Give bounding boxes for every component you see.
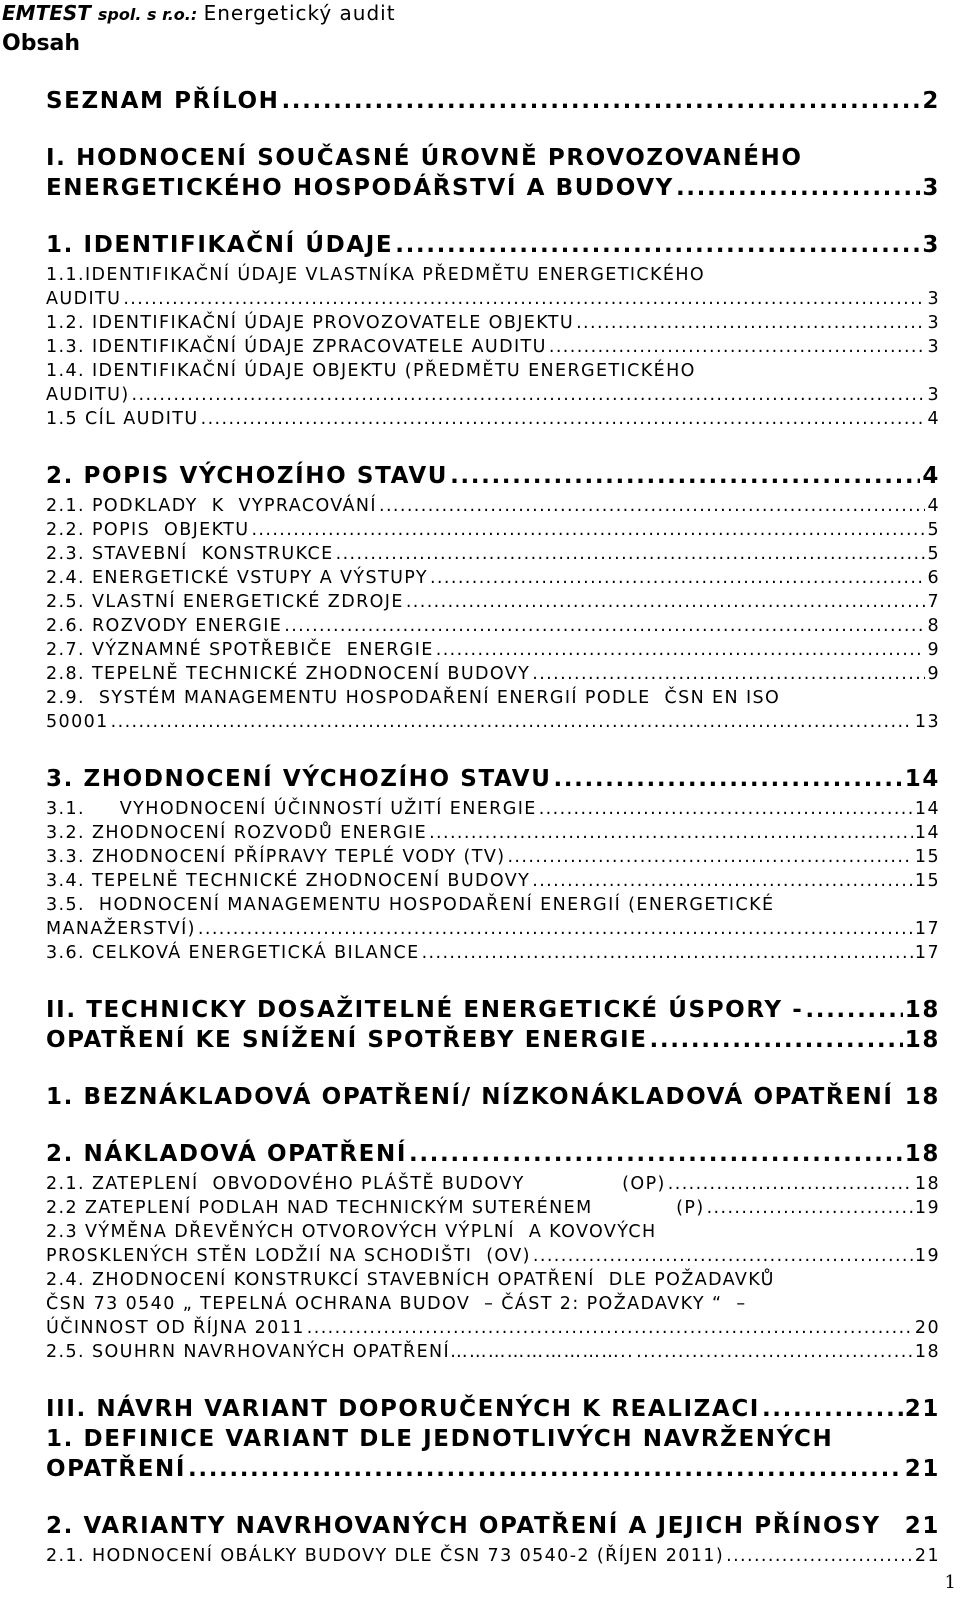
toc-leader-dots	[406, 590, 926, 614]
toc-entry[interactable]	[46, 1244, 940, 1268]
toc-leader-dots	[450, 461, 920, 491]
toc-entry-page: 18	[914, 1174, 940, 1194]
toc-leader-dots	[553, 764, 902, 794]
toc-entry-title: 2.5. VLASTNÍ ENERGETICKÉ ZDROJE	[46, 592, 404, 612]
toc-leader-dots	[668, 1172, 913, 1196]
toc-entry[interactable]	[46, 1340, 940, 1364]
toc-leader-dots	[123, 287, 925, 311]
toc-leader-dots	[676, 173, 920, 203]
toc-entry[interactable]	[46, 542, 940, 566]
toc-entry-page: 21	[914, 1546, 940, 1566]
toc-leader-dots	[132, 383, 926, 407]
toc-leader-dots	[539, 797, 913, 821]
toc-entry-page: 2	[922, 88, 940, 114]
toc-entry[interactable]	[46, 614, 940, 638]
toc-leader-dots	[507, 845, 912, 869]
toc-leader-dots	[395, 230, 920, 260]
toc-leader-dots	[576, 311, 925, 335]
toc-leader-dots	[707, 1196, 913, 1220]
toc-leader-dots	[762, 1394, 903, 1424]
toc-entry-title: 2.3. STAVEBNÍ KONSTRUKCE	[46, 544, 334, 564]
toc-entry[interactable]	[46, 638, 940, 662]
toc-entry[interactable]	[46, 1511, 940, 1541]
toc-entry[interactable]	[46, 1025, 940, 1055]
toc-entry[interactable]	[46, 143, 940, 173]
toc-entry-title: 2.6. ROZVODY ENERGIE	[46, 616, 283, 636]
toc-entry-page: 3	[927, 289, 940, 309]
toc-entry[interactable]	[46, 335, 940, 359]
toc-entry-page: 17	[914, 919, 940, 939]
toc-leader-dots	[429, 821, 913, 845]
toc-entry-title: 50001	[46, 712, 109, 732]
toc-entry-page: 19	[914, 1246, 940, 1266]
toc-leader-dots	[188, 1454, 903, 1484]
toc-entry-page: 18	[904, 1141, 940, 1167]
toc-entry-title: II. TECHNICKY DOSAŽITELNÉ ENERGETICKÉ ÚSPORY -	[46, 997, 804, 1023]
toc-entry-page: 18	[904, 997, 940, 1023]
toc-entry[interactable]	[46, 359, 940, 383]
toc-entry[interactable]	[46, 287, 940, 311]
toc-entry-title: ÚČINNOST OD ŘÍJNA 2011	[46, 1318, 305, 1338]
toc-leader-dots	[201, 407, 926, 431]
toc-entry[interactable]	[46, 230, 940, 260]
toc-entry-title: 2. POPIS VÝCHOZÍHO STAVU	[46, 463, 449, 489]
toc-entry[interactable]	[46, 845, 940, 869]
toc-entry[interactable]	[46, 1172, 940, 1196]
toc-leader-dots	[533, 1244, 913, 1268]
toc-entry-page: 4	[922, 463, 940, 489]
toc-entry-page: 18	[904, 1084, 940, 1110]
toc-entry-title: III. NÁVRH VARIANT DOPORUČENÝCH K REALIZACI	[46, 1396, 760, 1422]
toc-entry-title: 2.4. ENERGETICKÉ VSTUPY A VÝSTUPY	[46, 568, 428, 588]
toc-entry-page: 18	[914, 1342, 940, 1362]
toc-entry[interactable]	[46, 590, 940, 614]
toc-entry-page: 21	[904, 1456, 940, 1482]
toc-entry-title: 2.3 VÝMĚNA DŘEVĚNÝCH OTVOROVÝCH VÝPLNÍ A KOVOVÝCH	[46, 1222, 657, 1242]
toc-leader-dots	[650, 1025, 903, 1055]
toc-leader-dots	[111, 710, 913, 734]
toc-entry-title: 2.5. SOUHRN NAVRHOVANÝCH OPATŘENÍ………………………..	[46, 1342, 635, 1362]
toc-entry-title: 3.6. CELKOVÁ ENERGETICKÁ BILANCE	[46, 943, 420, 963]
toc-leader-dots	[281, 86, 920, 116]
toc-leader-dots	[532, 662, 925, 686]
document-title: Energetický audit	[203, 1, 396, 25]
toc-entry[interactable]	[46, 941, 940, 965]
toc-entry-title: 1. DEFINICE VARIANT DLE JEDNOTLIVÝCH NAVRŽENÝCH	[46, 1426, 834, 1452]
toc-entry-page: 4	[927, 496, 940, 516]
toc-entry[interactable]	[46, 1454, 940, 1484]
toc-entry-title: 2. VARIANTY NAVRHOVANÝCH OPATŘENÍ A JEJICH PŘÍNOSY	[46, 1513, 881, 1539]
toc-entry-title: 2.1. HODNOCENÍ OBÁLKY BUDOVY DLE ČSN 73 0540-2 (ŘÍJEN 2011)	[46, 1546, 725, 1566]
toc-leader-dots	[336, 542, 926, 566]
toc-entry-title: 2.1. ZATEPLENÍ OBVODOVÉHO PLÁŠTĚ BUDOVY (OP)	[46, 1174, 666, 1194]
toc-leader-dots	[379, 494, 925, 518]
toc-entry-title: 3.1. VYHODNOCENÍ ÚČINNOSTÍ UŽITÍ ENERGIE	[46, 799, 537, 819]
toc-entry[interactable]	[46, 1292, 940, 1316]
toc-entry[interactable]	[46, 662, 940, 686]
toc-entry[interactable]	[46, 917, 940, 941]
toc-entry-title: 2.4. ZHODNOCENÍ KONSTRUKCÍ STAVEBNÍCH OPATŘENÍ DLE POŽADAVKŮ	[46, 1270, 775, 1290]
toc-entry[interactable]	[46, 518, 940, 542]
toc-entry[interactable]	[46, 566, 940, 590]
toc-entry[interactable]	[46, 1220, 940, 1244]
toc-entry-title: MANAŽERSTVÍ)	[46, 919, 196, 939]
toc-entry[interactable]	[46, 311, 940, 335]
toc-entry[interactable]	[46, 1139, 940, 1169]
toc-entry-page: 14	[904, 766, 940, 792]
toc-entry-page: 14	[914, 799, 940, 819]
toc-entry[interactable]	[46, 821, 940, 845]
toc-entry-title: I. HODNOCENÍ SOUČASNÉ ÚROVNĚ PROVOZOVANÉHO	[46, 145, 803, 171]
toc-entry-page: 15	[914, 847, 940, 867]
toc-entry[interactable]	[46, 797, 940, 821]
toc-entry-page: 3	[927, 337, 940, 357]
toc-leader-dots	[636, 1340, 913, 1364]
toc-entry[interactable]	[46, 1082, 940, 1112]
toc-entry-title: 1.1.IDENTIFIKAČNÍ ÚDAJE VLASTNÍKA PŘEDMĚTU ENERGETICKÉHO	[46, 265, 706, 285]
toc-entry[interactable]	[46, 893, 940, 917]
toc-entry-title: 1. IDENTIFIKAČNÍ ÚDAJE	[46, 232, 394, 258]
page-number: 1	[944, 1572, 956, 1593]
toc-leader-dots	[409, 1139, 903, 1169]
toc-entry-page: 19	[914, 1198, 940, 1218]
toc-entry[interactable]	[46, 86, 940, 116]
toc-entry-title: 2.8. TEPELNĚ TECHNICKÉ ZHODNOCENÍ BUDOVY	[46, 664, 531, 684]
toc-entry[interactable]	[46, 1424, 940, 1454]
toc-entry-title: 1. BEZNÁKLADOVÁ OPATŘENÍ/ NÍZKONÁKLADOVÁ OPATŘENÍ	[46, 1084, 894, 1110]
toc-entry-page: 8	[927, 616, 940, 636]
toc-entry-page: 4	[927, 409, 940, 429]
toc-entry[interactable]	[46, 494, 940, 518]
toc-entry-page: 6	[927, 568, 940, 588]
toc-entry-title: 3.3. ZHODNOCENÍ PŘÍPRAVY TEPLÉ VODY (TV)	[46, 847, 506, 867]
toc-entry-title: 2.1. PODKLADY K VYPRACOVÁNÍ	[46, 496, 377, 516]
toc-entry-title: 3.4. TEPELNĚ TECHNICKÉ ZHODNOCENÍ BUDOVY	[46, 871, 531, 891]
toc-leader-dots	[532, 869, 913, 893]
toc-entry-page: 21	[904, 1396, 940, 1422]
toc-entry-page: 14	[914, 823, 940, 843]
toc-entry-title: 1.3. IDENTIFIKAČNÍ ÚDAJE ZPRACOVATELE AUDITU	[46, 337, 547, 357]
toc-entry-title: OPATŘENÍ KE SNÍŽENÍ SPOTŘEBY ENERGIE	[46, 1027, 648, 1053]
toc-entry-page: 3	[922, 232, 940, 258]
toc-entry-page: 17	[914, 943, 940, 963]
toc-leader-dots	[726, 1544, 913, 1568]
toc-entry-page: 18	[904, 1027, 940, 1053]
toc-entry-title: 2.9. SYSTÉM MANAGEMENTU HOSPODAŘENÍ ENERGIÍ PODLE ČSN EN ISO	[46, 688, 781, 708]
toc-entry-page: 3	[927, 313, 940, 333]
toc-entry[interactable]	[46, 869, 940, 893]
toc-leader-dots	[436, 638, 926, 662]
toc-entry-title: 1.2. IDENTIFIKAČNÍ ÚDAJE PROVOZOVATELE OBJEKTU	[46, 313, 575, 333]
toc-entry-page: 13	[914, 712, 940, 732]
toc-leader-dots	[251, 518, 925, 542]
toc-entry-title: 2.2. POPIS OBJEKTU	[46, 520, 250, 540]
toc-entry[interactable]	[46, 995, 940, 1025]
toc-entry-page: 3	[927, 385, 940, 405]
toc-entry[interactable]	[46, 1544, 940, 1568]
toc-entry-title: 1.4. IDENTIFIKAČNÍ ÚDAJE OBJEKTU (PŘEDMĚTU ENERGETICKÉHO	[46, 361, 696, 381]
toc-entry-page: 5	[927, 544, 940, 564]
toc-entry-title: OPATŘENÍ	[46, 1456, 187, 1482]
toc-entry[interactable]	[46, 461, 940, 491]
toc-entry-title: 1.5 CÍL AUDITU	[46, 409, 199, 429]
toc-entry-title: 3. ZHODNOCENÍ VÝCHOZÍHO STAVU	[46, 766, 552, 792]
toc-entry[interactable]	[46, 686, 940, 710]
toc-entry-title: 3.2. ZHODNOCENÍ ROZVODŮ ENERGIE	[46, 823, 428, 843]
toc-entry-page: 21	[904, 1513, 940, 1539]
toc-entry[interactable]	[46, 710, 940, 734]
toc-entry-page: 7	[927, 592, 940, 612]
toc-leader-dots	[198, 917, 913, 941]
toc-leader-dots	[422, 941, 913, 965]
toc-entry[interactable]	[46, 263, 940, 287]
toc-entry-page: 20	[914, 1318, 940, 1338]
toc-entry-title: 2.7. VÝZNAMNÉ SPOTŘEBIČE ENERGIE	[46, 640, 434, 660]
toc-entry[interactable]	[46, 1268, 940, 1292]
toc-entry[interactable]	[46, 407, 940, 431]
toc-entry-page: 15	[914, 871, 940, 891]
toc-entry[interactable]	[46, 1394, 940, 1424]
contents-title: Obsah	[2, 31, 81, 56]
toc-entry-title: 3.5. HODNOCENÍ MANAGEMENTU HOSPODAŘENÍ ENERGIÍ (ENERGETICKÉ	[46, 895, 775, 915]
toc-entry-title: 2.2 ZATEPLENÍ PODLAH NAD TECHNICKÝM SUTERÉNEM (P)	[46, 1198, 705, 1218]
toc-entry[interactable]	[46, 383, 940, 407]
toc-leader-dots	[284, 614, 925, 638]
toc-entry[interactable]	[46, 764, 940, 794]
company-name: EMTEST spol. s r.o.:	[2, 1, 198, 25]
toc-leader-dots	[430, 566, 925, 590]
toc-entry[interactable]	[46, 173, 940, 203]
toc-entry-title: AUDITU	[46, 289, 122, 309]
toc-entry-title: SEZNAM PŘÍLOH	[46, 88, 280, 114]
toc-leader-dots	[805, 995, 902, 1025]
toc-leader-dots	[307, 1316, 913, 1340]
toc-entry-page: 9	[927, 664, 940, 684]
toc-entry-title: AUDITU)	[46, 385, 130, 405]
toc-entry-page: 5	[927, 520, 940, 540]
toc-entry[interactable]	[46, 1316, 940, 1340]
toc-entry-title: ENERGETICKÉHO HOSPODÁŘSTVÍ A BUDOVY	[46, 175, 674, 201]
toc-entry-page: 9	[927, 640, 940, 660]
toc-entry[interactable]	[46, 1196, 940, 1220]
toc-entry-title: ČSN 73 0540 „ TEPELNÁ OCHRANA BUDOV – ČÁST 2: POŽADAVKY “ –	[46, 1294, 747, 1314]
toc-entry-page: 3	[922, 175, 940, 201]
toc-entry-title: 2. NÁKLADOVÁ OPATŘENÍ	[46, 1141, 407, 1167]
toc-leader-dots	[549, 335, 926, 359]
toc-entry-title: PROSKLENÝCH STĚN LODŽIÍ NA SCHODIŠTI (OV)	[46, 1246, 531, 1266]
